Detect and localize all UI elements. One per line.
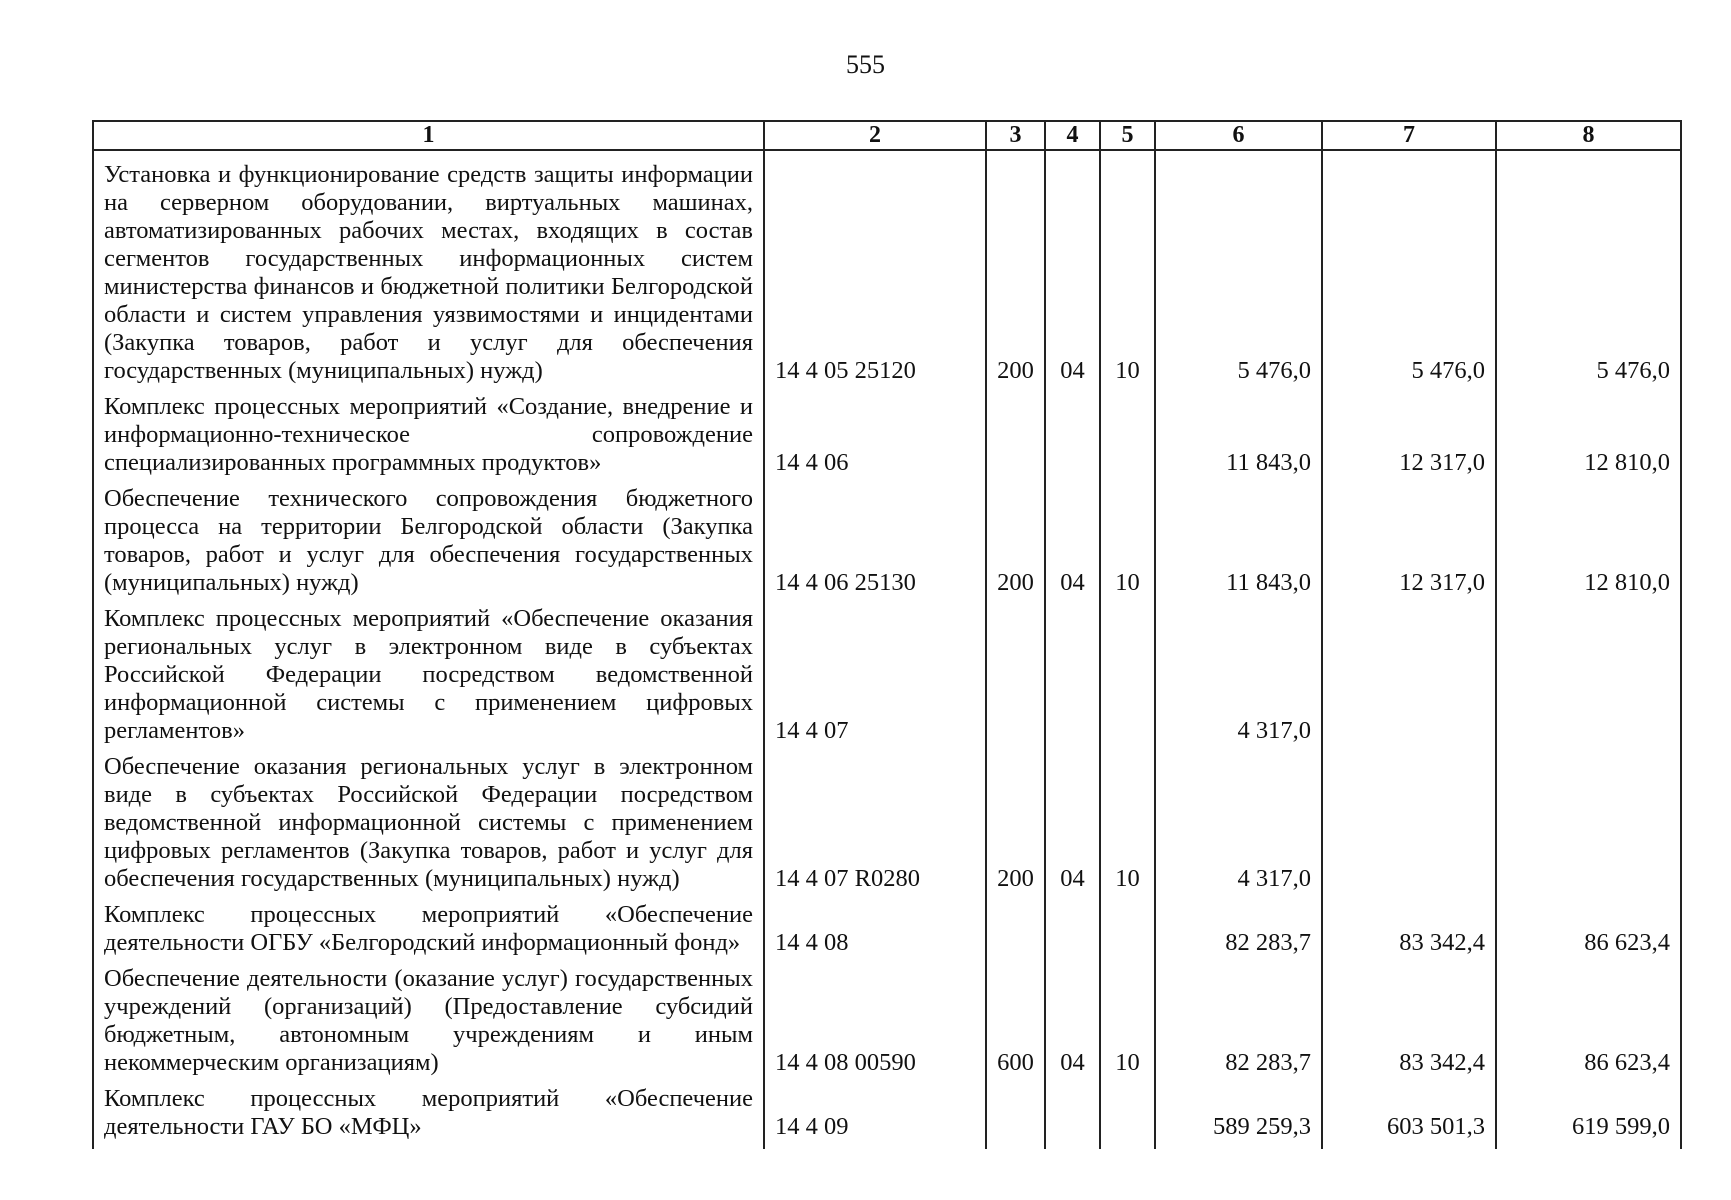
budget-table	[92, 120, 1682, 1149]
column-header-8: 8	[1496, 121, 1681, 150]
row-description: Обеспечение оказания региональных услуг в электронном виде в субъектах Российской Федерации посредством ведомственной информационной системы с применением цифровых регламентов (Закупка товаров, работ и услуг для обеспечения государственных (муниципальных) нужд)	[93, 753, 764, 901]
row-code: 14 4 07 R0280	[764, 753, 986, 901]
row-code: 14 4 06 25130	[764, 485, 986, 605]
header-row	[93, 121, 1681, 150]
row-description: Комплекс процессных мероприятий «Обеспечение деятельности ГАУ БО «МФЦ»	[93, 1085, 764, 1149]
row-value-8	[1496, 753, 1681, 901]
row-value-6: 4 317,0	[1155, 605, 1322, 753]
row-col5: 10	[1100, 150, 1155, 393]
row-description: Обеспечение деятельности (оказание услуг) государственных учреждений (организаций) (Предоставление субсидий бюджетным, автономным учреждениям и иным некоммерческим организациям)	[93, 965, 764, 1085]
table-row	[93, 753, 1681, 901]
row-value-6: 82 283,7	[1155, 965, 1322, 1085]
row-col4	[1045, 393, 1100, 485]
column-header-3: 3	[986, 121, 1045, 150]
row-code: 14 4 09	[764, 1085, 986, 1149]
column-header-7: 7	[1322, 121, 1496, 150]
table-row	[93, 1085, 1681, 1149]
row-value-8: 12 810,0	[1496, 393, 1681, 485]
row-col5: 10	[1100, 753, 1155, 901]
row-value-6: 11 843,0	[1155, 393, 1322, 485]
row-col4: 04	[1045, 753, 1100, 901]
row-code: 14 4 08	[764, 901, 986, 965]
row-code: 14 4 06	[764, 393, 986, 485]
table-row	[93, 965, 1681, 1085]
row-description: Комплекс процессных мероприятий «Создание, внедрение и информационно-техническое сопровождение специализированных программных продуктов»	[93, 393, 764, 485]
row-value-7	[1322, 753, 1496, 901]
row-value-7: 83 342,4	[1322, 901, 1496, 965]
row-code: 14 4 07	[764, 605, 986, 753]
row-value-7: 83 342,4	[1322, 965, 1496, 1085]
row-col5	[1100, 605, 1155, 753]
row-col4: 04	[1045, 485, 1100, 605]
column-header-6: 6	[1155, 121, 1322, 150]
row-value-8: 12 810,0	[1496, 485, 1681, 605]
table-row	[93, 485, 1681, 605]
row-col3	[986, 393, 1045, 485]
table-row	[93, 393, 1681, 485]
row-col3: 200	[986, 150, 1045, 393]
row-value-7: 603 501,3	[1322, 1085, 1496, 1149]
row-col3	[986, 1085, 1045, 1149]
row-col5	[1100, 1085, 1155, 1149]
row-col4	[1045, 1085, 1100, 1149]
row-value-7	[1322, 605, 1496, 753]
row-description: Обеспечение технического сопровождения бюджетного процесса на территории Белгородской области (Закупка товаров, работ и услуг для обеспечения государственных (муниципальных) нужд)	[93, 485, 764, 605]
table-row	[93, 605, 1681, 753]
row-value-6: 589 259,3	[1155, 1085, 1322, 1149]
column-header-4: 4	[1045, 121, 1100, 150]
row-col5	[1100, 901, 1155, 965]
row-value-8: 86 623,4	[1496, 965, 1681, 1085]
row-col3	[986, 605, 1045, 753]
row-col3: 200	[986, 485, 1045, 605]
column-header-5: 5	[1100, 121, 1155, 150]
row-value-6: 82 283,7	[1155, 901, 1322, 965]
row-value-6: 4 317,0	[1155, 753, 1322, 901]
page-number: 555	[846, 50, 885, 79]
row-col3: 600	[986, 965, 1045, 1085]
row-col4	[1045, 605, 1100, 753]
row-description: Комплекс процессных мероприятий «Обеспечение оказания региональных услуг в электронном виде в субъектах Российской Федерации посредством ведомственной информационной системы с применением цифровых регламентов»	[93, 605, 764, 753]
row-col5: 10	[1100, 965, 1155, 1085]
row-col5: 10	[1100, 485, 1155, 605]
row-code: 14 4 05 25120	[764, 150, 986, 393]
row-value-6: 11 843,0	[1155, 485, 1322, 605]
row-col4: 04	[1045, 150, 1100, 393]
row-value-7: 12 317,0	[1322, 393, 1496, 485]
row-col4: 04	[1045, 965, 1100, 1085]
row-description: Установка и функционирование средств защиты информации на серверном оборудовании, виртуальных машинах, автоматизированных рабочих местах, входящих в состав сегментов государственных информационных систем министерства финансов и бюджетной политики Белгородской области и систем управления уязвимостями и инцидентами (Закупка товаров, работ и услуг для обеспечения государственных (муниципальных) нужд)	[93, 150, 764, 393]
row-value-8: 5 476,0	[1496, 150, 1681, 393]
row-col3	[986, 901, 1045, 965]
row-col3: 200	[986, 753, 1045, 901]
row-code: 14 4 08 00590	[764, 965, 986, 1085]
row-value-8: 619 599,0	[1496, 1085, 1681, 1149]
row-col4	[1045, 901, 1100, 965]
row-value-6: 5 476,0	[1155, 150, 1322, 393]
row-description: Комплекс процессных мероприятий «Обеспечение деятельности ОГБУ «Белгородский информационный фонд»	[93, 901, 764, 965]
table-row	[93, 901, 1681, 965]
column-header-2: 2	[764, 121, 986, 150]
row-value-7: 12 317,0	[1322, 485, 1496, 605]
row-value-8: 86 623,4	[1496, 901, 1681, 965]
row-value-7: 5 476,0	[1322, 150, 1496, 393]
column-header-1: 1	[93, 121, 764, 150]
row-value-8	[1496, 605, 1681, 753]
table-row	[93, 150, 1681, 393]
row-col5	[1100, 393, 1155, 485]
